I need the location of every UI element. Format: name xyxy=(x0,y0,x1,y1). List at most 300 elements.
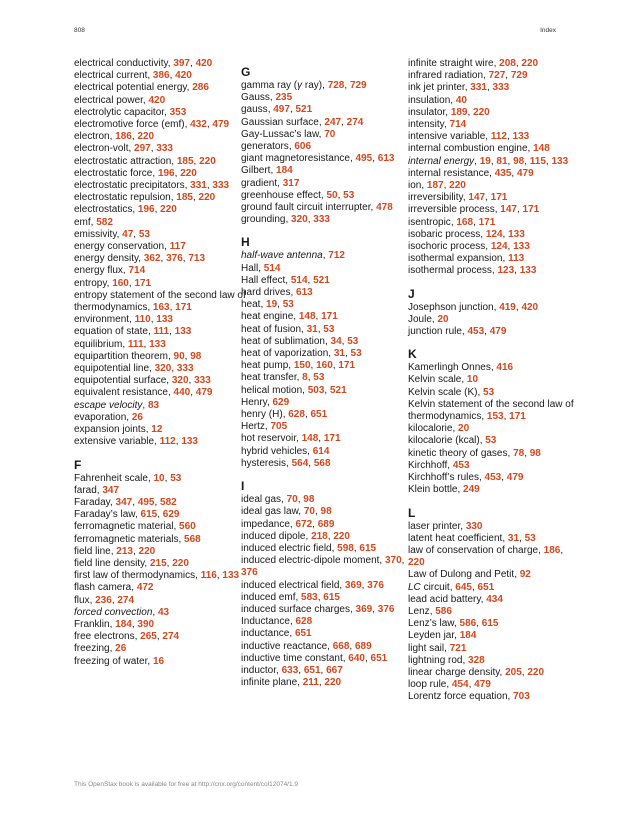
page-reference-link[interactable]: 83 xyxy=(147,399,160,411)
page-reference-link[interactable]: 116 xyxy=(200,570,217,582)
page-reference-link[interactable]: 613 xyxy=(296,287,313,299)
page-reference-link[interactable]: 153 xyxy=(486,411,504,423)
page-reference-link[interactable]: 651 xyxy=(477,581,495,593)
page-reference-link[interactable]: 453 xyxy=(467,326,485,338)
page-reference-link[interactable]: 633 xyxy=(281,664,299,676)
page-reference-link[interactable]: 171 xyxy=(323,433,341,445)
page-reference-link[interactable]: 133 xyxy=(551,155,569,167)
page-reference-link[interactable]: 347 xyxy=(102,484,120,496)
page-reference-link[interactable]: 171 xyxy=(509,411,526,423)
page-reference-link[interactable]: 614 xyxy=(312,445,330,457)
page-reference-link[interactable]: 186 xyxy=(543,544,561,556)
page-reference-link[interactable]: 713 xyxy=(188,253,206,265)
page-reference-link[interactable]: 196 xyxy=(137,204,155,216)
index-entry: Lenz, 586 xyxy=(408,605,452,617)
index-term: gamma ray ( xyxy=(241,80,298,91)
page-reference-link[interactable]: 185 xyxy=(176,155,194,167)
page-reference-link[interactable]: 98 xyxy=(513,155,525,167)
page-reference-link[interactable]: 564 xyxy=(291,457,309,469)
page-reference-link[interactable]: 453 xyxy=(452,459,470,471)
page-reference-link[interactable]: 331 xyxy=(190,180,207,192)
page-reference-link[interactable]: 235 xyxy=(275,92,293,104)
index-term: inductive time constant xyxy=(241,652,343,664)
page-reference-link[interactable]: 721 xyxy=(449,642,467,654)
index-entry: electrical conductivity, 397, 420 xyxy=(74,58,213,69)
index-entry: extensive variable, 112, 133 xyxy=(74,436,198,448)
page-reference-link[interactable]: 386 xyxy=(152,70,170,82)
page-reference-link[interactable]: 171 xyxy=(338,360,356,372)
page-reference-link[interactable]: 31 xyxy=(333,348,345,360)
page-reference-link[interactable]: 20 xyxy=(458,423,470,435)
page-reference-link[interactable]: 148 xyxy=(533,143,550,155)
index-term: evaporation xyxy=(74,411,127,423)
page-reference-link[interactable]: 133 xyxy=(156,314,173,326)
page-reference-link[interactable]: 376 xyxy=(377,603,395,615)
page-reference-link[interactable]: 211 xyxy=(302,677,319,689)
page-reference-link[interactable]: 376 xyxy=(166,253,183,265)
page-reference-link[interactable]: 420 xyxy=(195,58,213,69)
page-reference-link[interactable]: 220 xyxy=(138,545,156,557)
page-reference-link[interactable]: 133 xyxy=(519,265,537,277)
page-reference-link[interactable]: 454 xyxy=(451,679,469,691)
page-reference-link[interactable]: 124 xyxy=(490,241,508,253)
page-reference-link[interactable]: 50 xyxy=(326,189,338,201)
page-reference-link[interactable]: 147 xyxy=(468,192,486,204)
page-reference-link[interactable]: 163 xyxy=(152,302,170,314)
page-reference-link[interactable]: 645 xyxy=(455,581,472,593)
page-reference-link[interactable]: 98 xyxy=(320,506,332,518)
index-term: half-wave antenna xyxy=(241,250,323,262)
page-reference-link[interactable]: 521 xyxy=(329,384,347,396)
index-term: heat pump xyxy=(241,360,289,372)
page-reference-link[interactable]: 113 xyxy=(508,253,525,265)
page-reference-link[interactable]: 19 xyxy=(266,299,278,311)
page-reference-link[interactable]: 220 xyxy=(180,167,197,179)
page-reference-link[interactable]: 727 xyxy=(488,70,506,82)
page-reference-link[interactable]: 115 xyxy=(529,155,546,167)
page-reference-link[interactable]: 514 xyxy=(290,274,308,286)
page-reference-link[interactable]: 521 xyxy=(295,104,313,116)
page-reference-link[interactable]: 53 xyxy=(323,323,335,335)
page-reference-link[interactable]: 416 xyxy=(496,362,514,374)
index-term: ferromagnetic material xyxy=(74,521,174,533)
index-entry: Gay-Lussac’s law, 70 xyxy=(241,128,336,140)
page-reference-link[interactable]: 331 xyxy=(470,82,487,94)
page-reference-link[interactable]: 53 xyxy=(483,386,495,398)
page-reference-link[interactable]: 265 xyxy=(140,631,157,643)
index-term: junction rule xyxy=(408,326,462,338)
page-reference-link[interactable]: 40 xyxy=(455,94,467,106)
index-term: ideal gas law xyxy=(241,506,299,518)
page-reference-link[interactable]: 213 xyxy=(116,545,133,557)
index-term-rest: ray) xyxy=(302,80,323,91)
page-reference-link[interactable]: 668 xyxy=(332,640,350,652)
page-reference-link[interactable]: 495 xyxy=(355,153,373,165)
page-reference-link[interactable]: 168 xyxy=(456,216,474,228)
page-reference-link[interactable]: 347 xyxy=(115,496,133,508)
page-reference-link[interactable]: 16 xyxy=(152,655,165,667)
page-reference-link[interactable]: 598 xyxy=(337,542,354,554)
page-reference-link[interactable]: 215 xyxy=(149,557,167,569)
page-reference-link[interactable]: 420 xyxy=(521,301,539,313)
page-reference-link[interactable]: 376 xyxy=(367,579,384,591)
index-entry: entropy statement of the second law of thermodynamics, 163, 171 xyxy=(74,289,246,314)
index-term: inductance xyxy=(241,628,290,640)
page-reference-link[interactable]: 333 xyxy=(212,180,230,192)
index-entry: insulation, 40 xyxy=(408,94,467,106)
page-reference-link[interactable]: 53 xyxy=(138,228,150,240)
index-entry: emissivity, 47, 53 xyxy=(74,228,150,240)
index-entry: induced emf, 583, 615 xyxy=(241,591,340,603)
page-reference-link[interactable]: 189 xyxy=(450,106,468,118)
page-reference-link[interactable]: 133 xyxy=(222,570,240,582)
index-entry: forced convection, 43 xyxy=(74,606,170,618)
index-entry: inductor, 633, 651, 667 xyxy=(241,664,343,676)
page-reference-link[interactable]: 434 xyxy=(486,593,503,605)
index-entry: electrolytic capacitor, 353 xyxy=(74,106,187,118)
page-reference-link[interactable]: 70 xyxy=(324,128,336,140)
page-reference-link[interactable]: 98 xyxy=(303,494,315,506)
page-reference-link[interactable]: 479 xyxy=(516,167,534,179)
page-reference-link[interactable]: 628 xyxy=(295,616,313,628)
page-reference-link[interactable]: 568 xyxy=(313,457,331,469)
page-reference-link[interactable]: 274 xyxy=(117,594,135,606)
index-entry: light sail, 721 xyxy=(408,642,467,654)
index-term: electron xyxy=(74,131,110,143)
page-reference-link[interactable]: 613 xyxy=(377,153,395,165)
index-entry: hybrid vehicles, 614 xyxy=(241,445,330,457)
page-reference-link[interactable]: 81 xyxy=(496,155,508,167)
index-term: heat xyxy=(241,299,261,311)
page-reference-link[interactable]: 171 xyxy=(490,192,508,204)
page-reference-link[interactable]: 420 xyxy=(175,70,192,82)
index-entry: isochoric process, 124, 133 xyxy=(408,241,530,253)
page-reference-link[interactable]: 43 xyxy=(157,606,170,618)
page-reference-link[interactable]: 435 xyxy=(494,167,512,179)
page-reference-link[interactable]: 714 xyxy=(128,265,146,277)
page-reference-link[interactable]: 712 xyxy=(328,250,345,262)
page-reference-link[interactable]: 53 xyxy=(524,532,536,544)
index-term: impedance xyxy=(241,518,290,530)
page-reference-link[interactable]: 205 xyxy=(505,666,522,678)
page-reference-link[interactable]: 333 xyxy=(492,82,510,94)
page-reference-link[interactable]: 34 xyxy=(330,335,342,347)
page-reference-link[interactable]: 514 xyxy=(263,262,281,274)
page-reference-link[interactable]: 150 xyxy=(293,360,311,372)
index-entry: entropy, 160, 171 xyxy=(74,277,152,289)
index-term: insulation xyxy=(408,94,451,106)
page-reference-link[interactable]: 640 xyxy=(348,652,365,664)
page-reference-link[interactable]: 220 xyxy=(160,204,177,216)
page-reference-link[interactable]: 124 xyxy=(485,228,503,240)
page-reference-link[interactable]: 148 xyxy=(298,311,316,323)
page-reference-link[interactable]: 586 xyxy=(435,605,452,617)
page-reference-link[interactable]: 651 xyxy=(294,628,312,640)
index-entry: heat transfer, 8, 53 xyxy=(241,372,325,384)
page-reference-link[interactable]: 133 xyxy=(149,338,166,350)
page-reference-link[interactable]: 10 xyxy=(153,472,165,484)
page-reference-link[interactable]: 220 xyxy=(137,131,155,143)
index-entry: induced dipole, 218, 220 xyxy=(241,530,350,542)
index-entry: escape velocity, 83 xyxy=(74,399,160,411)
page-reference-link[interactable]: 111 xyxy=(127,338,144,350)
page-reference-link[interactable]: 53 xyxy=(350,348,362,360)
page-reference-link[interactable]: 320 xyxy=(154,363,172,375)
page-reference-link[interactable]: 274 xyxy=(346,116,364,128)
page-reference-link[interactable]: 98 xyxy=(190,350,202,362)
page-reference-link[interactable]: 220 xyxy=(172,557,189,569)
index-term: induced electric-dipole moment xyxy=(241,555,380,567)
page-reference-link[interactable]: 317 xyxy=(282,177,300,189)
page-reference-link[interactable]: 495 xyxy=(137,496,155,508)
page-reference-link[interactable]: 92 xyxy=(519,569,531,581)
page-reference-link[interactable]: 117 xyxy=(169,241,186,253)
page-reference-link[interactable]: 615 xyxy=(140,509,158,521)
page-reference-link[interactable]: 70 xyxy=(303,506,315,518)
page-reference-link[interactable]: 353 xyxy=(169,106,187,118)
page-reference-link[interactable]: 376 xyxy=(241,567,258,579)
index-term: Kirchhoff xyxy=(408,459,448,471)
page-reference-link[interactable]: 479 xyxy=(506,472,524,484)
index-term: Lenz’s law xyxy=(408,618,454,630)
page-number: 808 xyxy=(74,27,85,34)
page-reference-link[interactable]: 53 xyxy=(347,335,359,347)
page-reference-link[interactable]: 667 xyxy=(326,664,343,676)
page-reference-link[interactable]: 479 xyxy=(212,119,230,131)
index-letter-heading: G xyxy=(241,65,251,79)
page-reference-link[interactable]: 320 xyxy=(171,375,189,387)
page-reference-link[interactable]: 369 xyxy=(344,579,362,591)
page-reference-link[interactable]: 31 xyxy=(507,532,520,544)
index-entry: kilocalorie, 20 xyxy=(408,423,470,435)
page-reference-link[interactable]: 196 xyxy=(157,167,175,179)
page-reference-link[interactable]: 497 xyxy=(273,104,290,116)
page-reference-link[interactable]: 187 xyxy=(426,180,444,192)
page-reference-link[interactable]: 171 xyxy=(478,216,496,228)
page-reference-link[interactable]: 26 xyxy=(115,643,127,655)
page-reference-link[interactable]: 220 xyxy=(473,106,490,118)
page-reference-link[interactable]: 12 xyxy=(151,424,163,436)
page-reference-link[interactable]: 651 xyxy=(303,664,321,676)
page-reference-link[interactable]: 703 xyxy=(513,691,530,703)
page-reference-link[interactable]: 110 xyxy=(134,314,151,326)
page-reference-link[interactable]: 479 xyxy=(195,387,213,399)
page-reference-link[interactable]: 390 xyxy=(137,618,155,630)
index-entry: internal energy, 19, 81, 98, 115, 133 xyxy=(408,155,569,167)
index-term: heat engine xyxy=(241,311,294,323)
index-term: ferromagnetic materials xyxy=(74,533,179,545)
page-reference-link[interactable]: 184 xyxy=(115,618,132,630)
index-entry: Gaussian surface, 247, 274 xyxy=(241,116,364,128)
index-entry: hot reservoir, 148, 171 xyxy=(241,433,341,445)
page-reference-link[interactable]: 220 xyxy=(198,192,216,204)
page-reference-link[interactable]: 19 xyxy=(479,155,491,167)
page-reference-link[interactable]: 440 xyxy=(173,387,191,399)
page-reference-link[interactable]: 208 xyxy=(499,58,516,69)
page-reference-link[interactable]: 362 xyxy=(143,253,161,265)
page-reference-link[interactable]: 586 xyxy=(459,618,477,630)
page-reference-link[interactable]: 70 xyxy=(286,494,298,506)
page-reference-link[interactable]: 568 xyxy=(184,533,201,545)
page-reference-link[interactable]: 171 xyxy=(134,277,152,289)
page-reference-link[interactable]: 26 xyxy=(131,411,143,423)
index-entry: isentropic, 168, 171 xyxy=(408,216,496,228)
page-reference-link[interactable]: 629 xyxy=(272,396,290,408)
page-reference-link[interactable]: 218 xyxy=(311,530,328,542)
page-reference-link[interactable]: 419 xyxy=(499,301,516,313)
page-reference-link[interactable]: 628 xyxy=(288,409,305,421)
page-reference-link[interactable]: 47 xyxy=(122,228,134,240)
index-entry: insulator, 189, 220 xyxy=(408,106,490,118)
page-reference-link[interactable]: 220 xyxy=(324,677,342,689)
page-reference-link[interactable]: 186 xyxy=(115,131,132,143)
page-reference-link[interactable]: 220 xyxy=(449,180,466,192)
page-reference-link[interactable]: 236 xyxy=(95,594,112,606)
page-reference-link[interactable]: 651 xyxy=(310,409,328,421)
page-reference-link[interactable]: 123 xyxy=(497,265,515,277)
index-entry: Faraday, 347, 495, 582 xyxy=(74,496,177,508)
index-term: Franklin xyxy=(74,618,110,630)
page-reference-link[interactable]: 606 xyxy=(294,141,312,153)
page-reference-link[interactable]: 420 xyxy=(148,94,166,106)
page-reference-link[interactable]: 333 xyxy=(313,214,330,226)
index-entry: internal resistance, 435, 479 xyxy=(408,167,534,179)
index-entry: Kelvin scale, 10 xyxy=(408,374,479,386)
page-reference-link[interactable]: 615 xyxy=(481,618,499,630)
page-reference-link[interactable]: 247 xyxy=(324,116,342,128)
page-reference-link[interactable]: 8 xyxy=(302,372,308,384)
page-reference-link[interactable]: 133 xyxy=(174,326,192,338)
page-reference-link[interactable]: 333 xyxy=(176,363,194,375)
page-reference-link[interactable]: 10 xyxy=(466,374,479,386)
index-entry: impedance, 672, 689 xyxy=(241,518,335,530)
page-reference-link[interactable]: 90 xyxy=(173,350,185,362)
page-reference-link[interactable]: 171 xyxy=(522,204,540,216)
index-term: Law of Dulong and Petit xyxy=(408,569,515,581)
page-reference-link[interactable]: 479 xyxy=(489,326,507,338)
page-reference-link[interactable]: 328 xyxy=(468,654,485,666)
index-term: giant magnetoresistance xyxy=(241,153,350,165)
page-reference-link[interactable]: 78 xyxy=(513,447,525,459)
page-reference-link[interactable]: 582 xyxy=(160,496,177,508)
page-reference-link[interactable]: 615 xyxy=(323,591,340,603)
page-reference-link[interactable]: 705 xyxy=(270,421,288,433)
page-reference-link[interactable]: 20 xyxy=(437,313,449,325)
index-entry: Gauss, 235 xyxy=(241,92,293,104)
index-entry: isothermal expansion, 113 xyxy=(408,253,525,265)
index-term: heat of fusion xyxy=(241,323,302,335)
page-reference-link[interactable]: 133 xyxy=(512,131,530,143)
page-reference-link[interactable]: 160 xyxy=(316,360,333,372)
page-reference-link[interactable]: 53 xyxy=(313,372,325,384)
page-reference-link[interactable]: 220 xyxy=(199,155,216,167)
page-reference-link[interactable]: 583 xyxy=(301,591,318,603)
page-reference-link[interactable]: 220 xyxy=(333,530,350,542)
page-reference-link[interactable]: 615 xyxy=(359,542,377,554)
page-reference-link[interactable]: 453 xyxy=(484,472,502,484)
page-reference-link[interactable]: 651 xyxy=(370,652,388,664)
page-reference-link[interactable]: 31 xyxy=(306,323,318,335)
index-entry: henry (H), 628, 651 xyxy=(241,409,328,421)
page-reference-link[interactable]: 432 xyxy=(190,119,207,131)
page-reference-link[interactable]: 220 xyxy=(527,666,545,678)
page-reference-link[interactable]: 582 xyxy=(96,216,113,228)
page-reference-link[interactable]: 147 xyxy=(500,204,517,216)
page-reference-link[interactable]: 729 xyxy=(349,80,367,91)
index-entry: Inductance, 628 xyxy=(241,616,313,628)
page-reference-link[interactable]: 133 xyxy=(513,241,530,253)
page-reference-link[interactable]: 171 xyxy=(175,302,192,314)
index-term: isothermal process xyxy=(408,265,492,277)
page-reference-link[interactable]: 729 xyxy=(510,70,528,82)
page-reference-link[interactable]: 521 xyxy=(313,274,330,286)
page-reference-link[interactable]: 160 xyxy=(112,277,129,289)
index-term: Hertz xyxy=(241,421,265,433)
page-reference-link[interactable]: 53 xyxy=(485,435,497,447)
page-reference-link[interactable]: 185 xyxy=(176,192,193,204)
page-reference-link[interactable]: 714 xyxy=(449,119,467,131)
index-entry: hard drives, 613 xyxy=(241,287,313,299)
page-reference-link[interactable]: 184 xyxy=(459,630,477,642)
page-reference-link[interactable]: 111 xyxy=(153,326,170,338)
page-reference-link[interactable]: 333 xyxy=(156,143,173,155)
index-term: energy density xyxy=(74,253,139,265)
index-entry: environment, 110, 133 xyxy=(74,314,173,326)
page-reference-link[interactable]: 472 xyxy=(136,582,154,594)
page-reference-link[interactable]: 560 xyxy=(179,521,196,533)
index-entry: free electrons, 265, 274 xyxy=(74,631,180,643)
page-reference-link[interactable]: 479 xyxy=(474,679,491,691)
page-reference-link[interactable]: 53 xyxy=(343,189,355,201)
page-reference-link[interactable]: 112 xyxy=(490,131,507,143)
page-reference-link[interactable]: 112 xyxy=(159,436,176,448)
page-reference-link[interactable]: 320 xyxy=(291,214,308,226)
page-reference-link[interactable]: 397 xyxy=(173,58,190,69)
page-reference-link[interactable]: 333 xyxy=(194,375,211,387)
page-reference-link[interactable]: 171 xyxy=(321,311,338,323)
index-entry: freezing, 26 xyxy=(74,643,127,655)
page-reference-link[interactable]: 220 xyxy=(408,557,425,569)
page-reference-link[interactable]: 689 xyxy=(317,518,335,530)
page-reference-link[interactable]: 689 xyxy=(354,640,372,652)
page-reference-link[interactable]: 133 xyxy=(508,228,525,240)
page-reference-link[interactable]: 370 xyxy=(384,555,402,567)
page-reference-link[interactable]: 330 xyxy=(465,520,483,532)
page-reference-link[interactable]: 249 xyxy=(463,484,480,496)
index-term: isobaric process xyxy=(408,228,481,240)
page-reference-link[interactable]: 148 xyxy=(301,433,319,445)
page-reference-link[interactable]: 369 xyxy=(355,603,373,615)
index-entry: Hall, 514 xyxy=(241,262,281,274)
page-reference-link[interactable]: 133 xyxy=(181,436,198,448)
page-reference-link[interactable]: 728 xyxy=(327,80,345,91)
page-reference-link[interactable]: 274 xyxy=(162,631,180,643)
page-reference-link[interactable]: 53 xyxy=(282,299,294,311)
page-reference-link[interactable]: 220 xyxy=(521,58,539,69)
index-term: isothermal expansion xyxy=(408,253,503,265)
page-reference-link[interactable]: 672 xyxy=(295,518,313,530)
page-reference-link[interactable]: 478 xyxy=(376,202,393,214)
page-reference-link[interactable]: 286 xyxy=(192,82,209,94)
index-term: Faraday’s law xyxy=(74,509,135,521)
page-reference-link[interactable]: 629 xyxy=(162,509,180,521)
page-reference-link[interactable]: 53 xyxy=(170,472,182,484)
page-reference-link[interactable]: 98 xyxy=(529,447,541,459)
page-reference-link[interactable]: 503 xyxy=(307,384,325,396)
page-reference-link[interactable]: 297 xyxy=(134,143,151,155)
page-reference-link[interactable]: 184 xyxy=(276,165,293,177)
index-term: henry (H) xyxy=(241,409,283,421)
